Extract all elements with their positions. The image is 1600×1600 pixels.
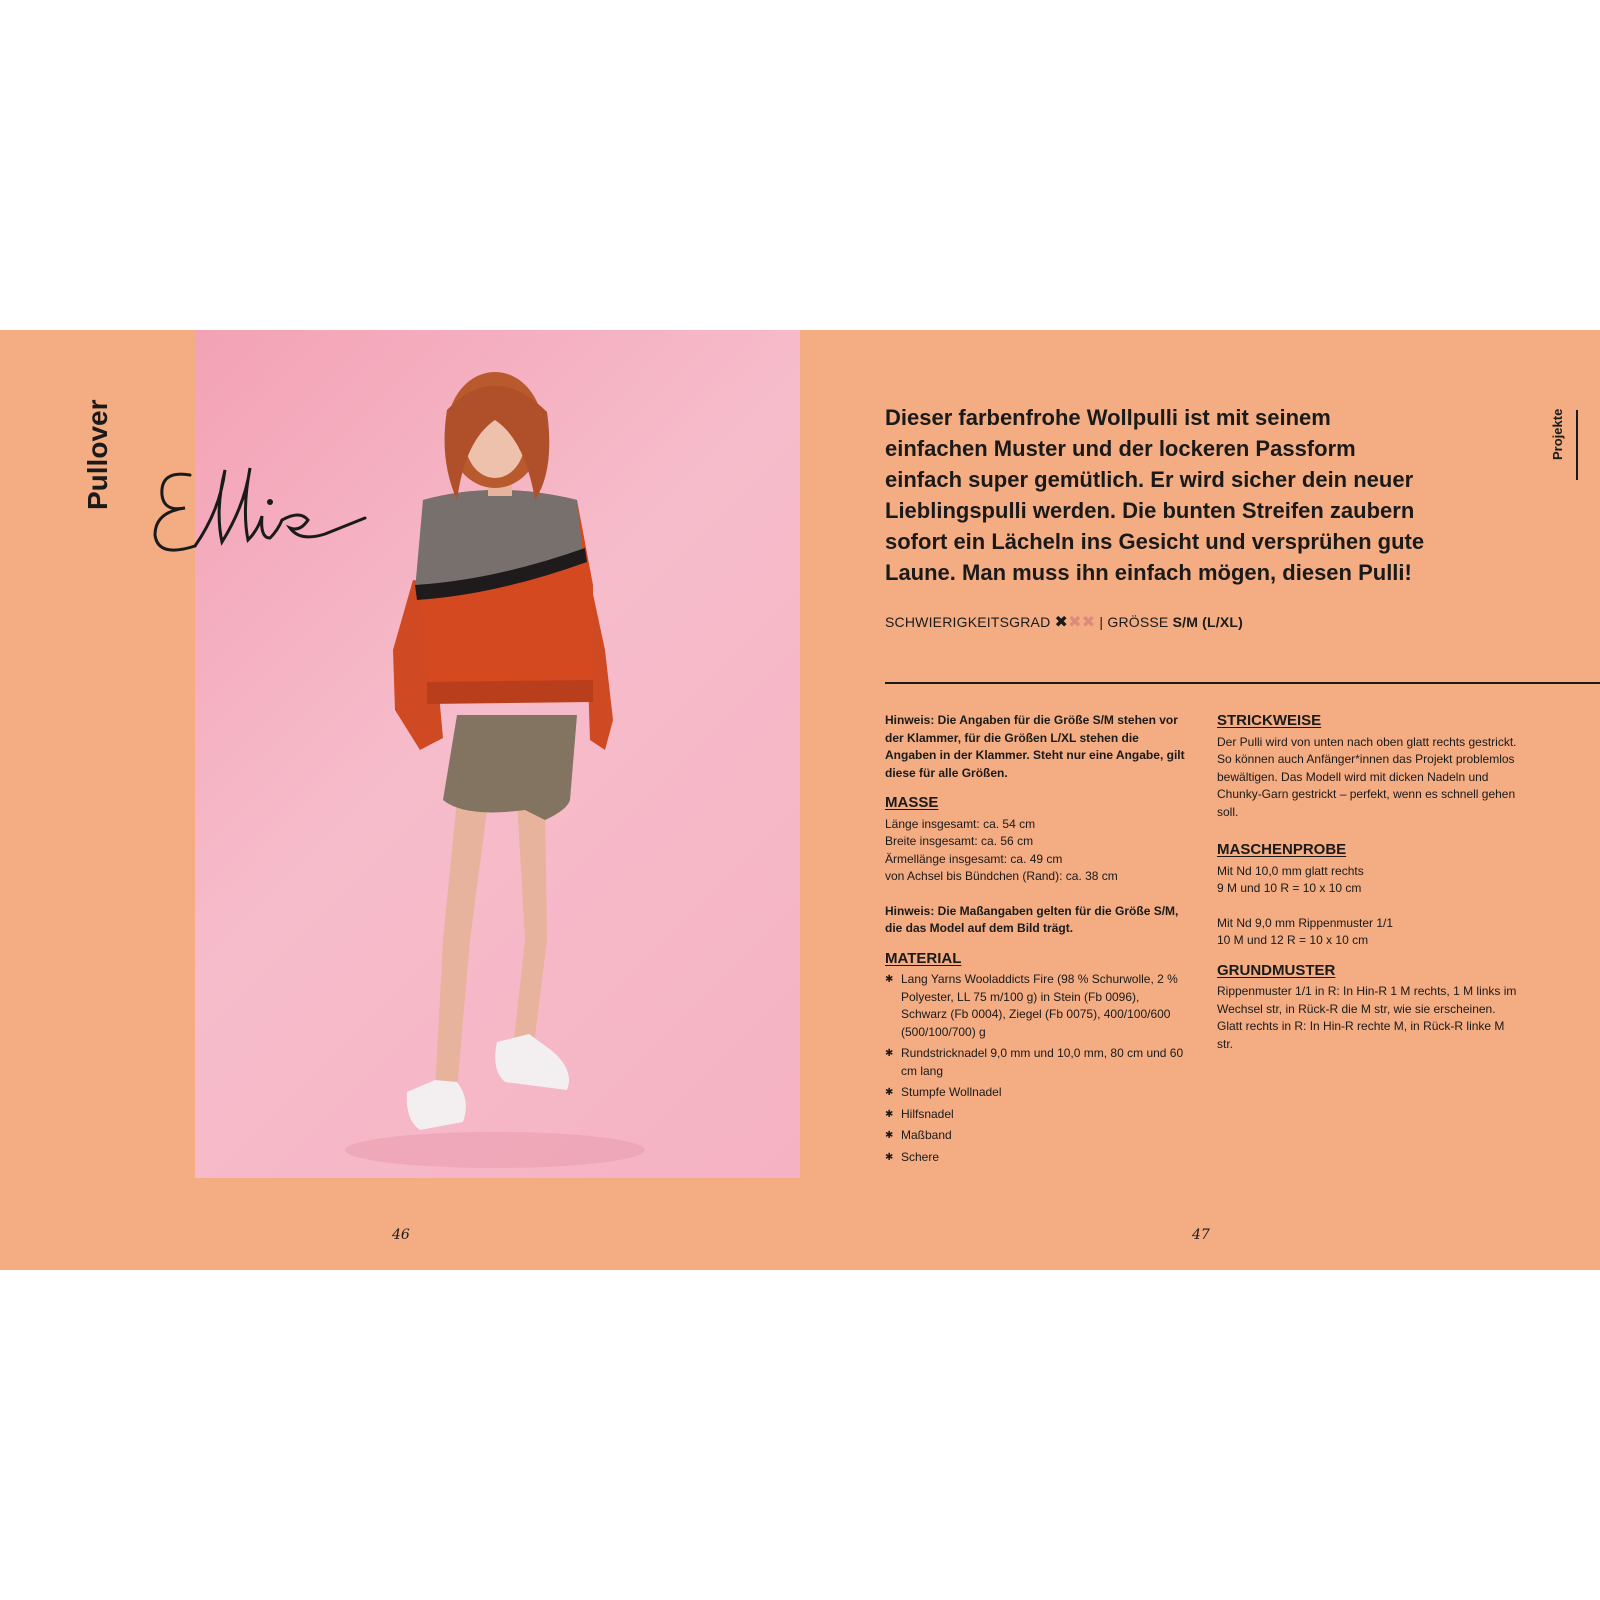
material-item: ✱ Rundstricknadel 9,0 mm und 10,0 mm, 80 cm und 60 cm lang bbox=[885, 1045, 1185, 1080]
masse-heading: MASSE bbox=[885, 794, 939, 811]
grundmuster-heading: GRUNDMUSTER bbox=[1217, 961, 1336, 979]
masse-line: Breite insgesamt: ca. 56 cm bbox=[885, 834, 1034, 848]
difficulty-cross-icon: ✖ bbox=[1068, 614, 1082, 631]
model-note: Hinweis: Die Maßangaben gelten für die Größe S/M, die das Model auf dem Bild trägt. bbox=[885, 903, 1179, 935]
category-label: Pullover bbox=[82, 399, 113, 510]
difficulty-label: SCHWIERIGKEITSGRAD bbox=[885, 614, 1051, 630]
difficulty-cross-icon: ✖ bbox=[1081, 614, 1096, 631]
right-column bbox=[1217, 712, 1517, 1053]
divider-line bbox=[885, 682, 1600, 684]
section-runner bbox=[1546, 410, 1578, 480]
meta-line bbox=[885, 612, 1243, 632]
meta-separator: | bbox=[1099, 614, 1104, 630]
runner-label: Projekte bbox=[1550, 408, 1565, 460]
book-spread bbox=[0, 330, 1600, 1270]
material-list bbox=[885, 971, 1185, 1166]
size-note: Hinweis: Die Angaben für die Größe S/M stehen vor der Klammer, für die Größen L/XL stehen die Angaben in der Klammer. Steht nur eine Angabe, gilt diese für alle Größen. bbox=[885, 713, 1185, 780]
size-label: GRÖSSE bbox=[1107, 614, 1169, 630]
category-vertical bbox=[70, 399, 120, 510]
strickweise-text: Der Pulli wird von unten nach oben glatt rechts gestrickt. So können auch Anfänger*innen das Projekt problemlos bewältigen. Das Modell wird mit dicken Nadeln und Chunky-Garn gestrickt – perfekt, wenn es schnell gehen soll. bbox=[1217, 734, 1517, 819]
material-item: ✱ Stumpfe Wollnadel bbox=[885, 1084, 1185, 1102]
strickweise-heading: STRICKWEISE bbox=[1217, 712, 1322, 729]
grundmuster-text: Glatt rechts in R: In Hin-R rechte M, in Rück-R linke M str. bbox=[1217, 1019, 1505, 1051]
left-column bbox=[885, 712, 1185, 1170]
material-item: ✱ Hilfsnadel bbox=[885, 1106, 1185, 1124]
page-number-left: 46 bbox=[392, 1227, 410, 1243]
maschenprobe-line: 9 M und 10 R = 10 x 10 cm bbox=[1217, 881, 1362, 895]
script-title bbox=[150, 450, 380, 565]
masse-line: Länge insgesamt: ca. 54 cm bbox=[885, 816, 1036, 831]
difficulty-cross-icon: ✖ bbox=[1054, 614, 1069, 631]
ellie-script-logo bbox=[150, 450, 380, 560]
maschenprobe-line: Mit Nd 10,0 mm glatt rechts bbox=[1217, 863, 1364, 878]
maschenprobe-line: Mit Nd 9,0 mm Rippenmuster 1/1 bbox=[1217, 915, 1394, 930]
intro-text: Dieser farbenfrohe Wollpulli ist mit seinem einfachen Muster und der lockeren Passform einfach super gemütlich. Er wird sicher dein neuer Lieblingspulli werden. Die bunten Streifen zaubern sofort ein Lächeln ins Gesicht und versprühen gute Laune. Man muss ihn einfach mögen, diesen Pulli! bbox=[885, 405, 1425, 585]
material-item: ✱ Schere bbox=[885, 1149, 1185, 1167]
material-heading: MATERIAL bbox=[885, 949, 962, 967]
grundmuster-text: Rippenmuster 1/1 in R: In Hin-R 1 M rechts, 1 M links im Wechsel str, in Rück-R die M str, wie sie erscheinen. bbox=[1217, 984, 1517, 1016]
material-item: ✱ Maßband bbox=[885, 1127, 1185, 1145]
maschenprobe-line: 10 M und 12 R = 10 x 10 cm bbox=[1217, 933, 1369, 947]
page-number-right: 47 bbox=[1192, 1227, 1210, 1243]
masse-line: von Achsel bis Bündchen (Rand): ca. 38 cm bbox=[885, 869, 1118, 883]
maschenprobe-heading: MASCHENPROBE bbox=[1217, 841, 1347, 858]
masse-line: Ärmellänge insgesamt: ca. 49 cm bbox=[885, 851, 1063, 866]
material-item: ✱ Lang Yarns Wooladdicts Fire (98 % Schurwolle, 2 % Polyester, LL 75 m/100 g) in Stein (Fb 0096), Schwarz (Fb 0004), Ziegel (Fb 0075), 400/100/600 (500/100/700) g bbox=[885, 971, 1185, 1041]
size-value: S/M (L/XL) bbox=[1172, 614, 1243, 630]
